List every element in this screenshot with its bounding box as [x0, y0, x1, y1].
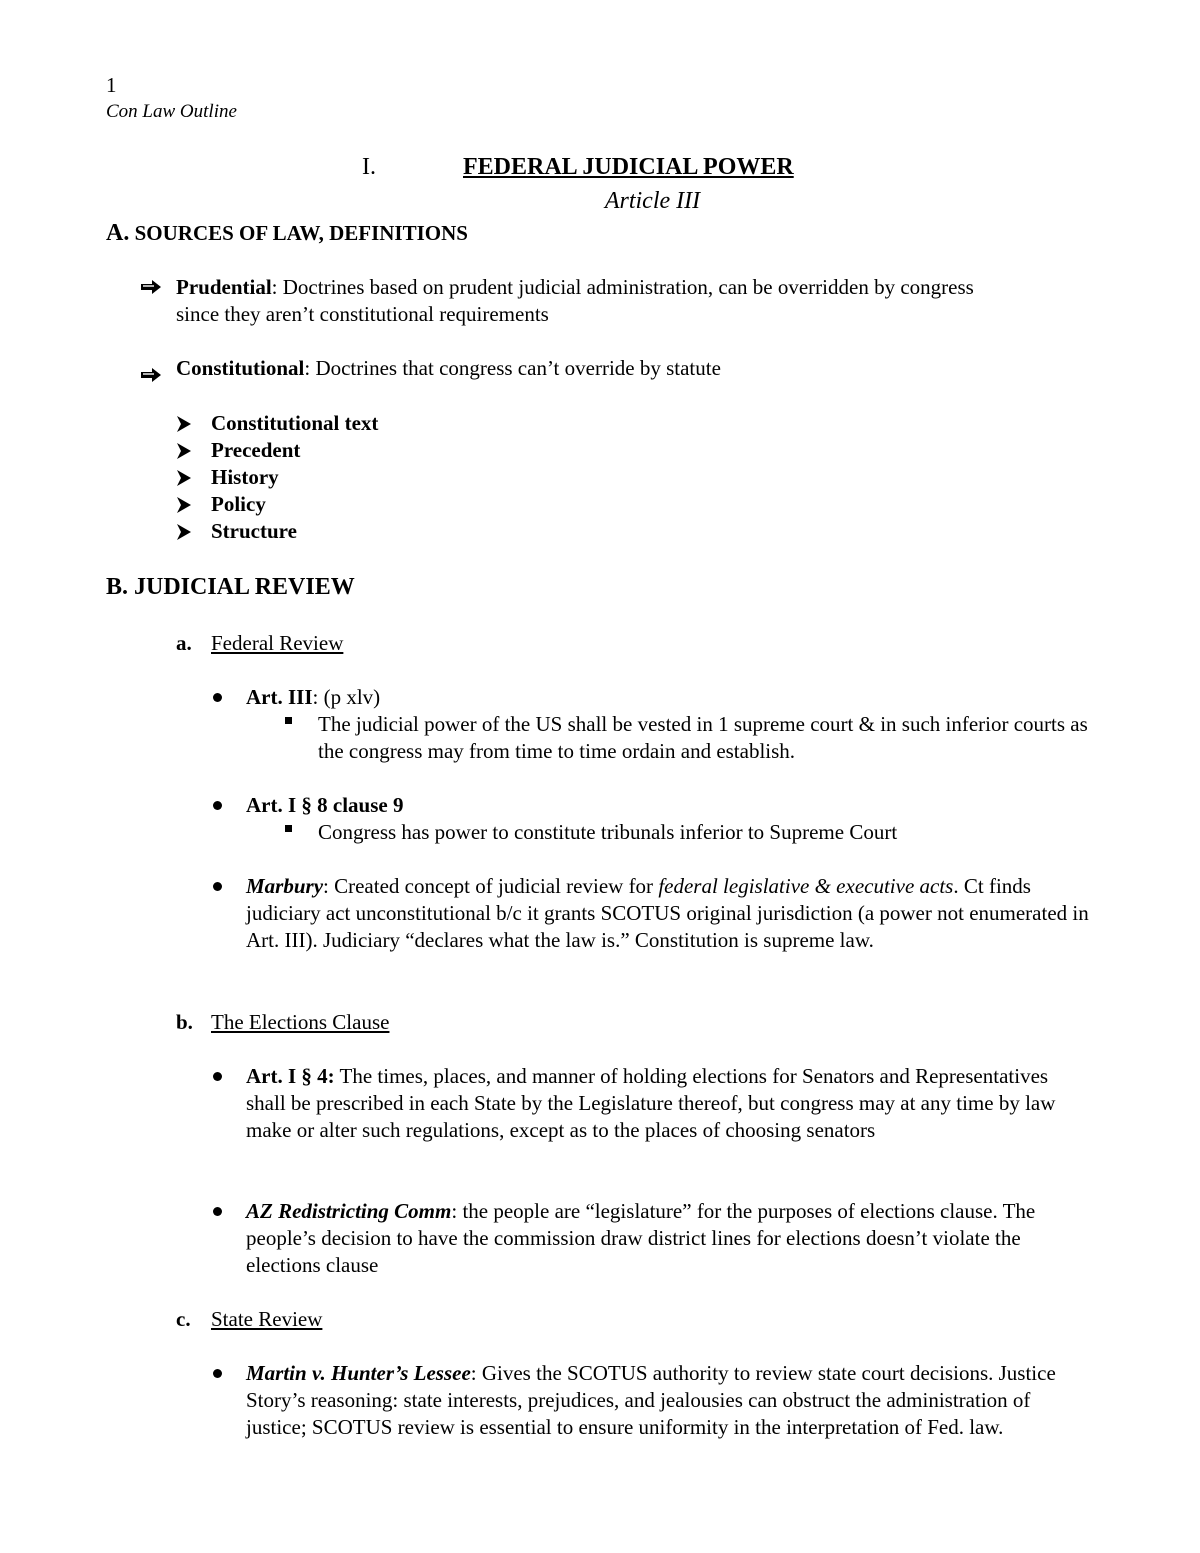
square-bullet-icon	[285, 717, 292, 724]
martin-term: Martin v. Hunter’s Lessee	[246, 1361, 471, 1385]
marbury-italic-text: federal legislative & executive acts	[658, 874, 954, 898]
source-item: Structure	[211, 519, 297, 543]
chevron-right-icon	[176, 415, 192, 433]
bullet-icon	[213, 801, 222, 810]
art1-s4-item	[246, 1063, 1091, 1144]
source-item: History	[211, 465, 279, 489]
part-b-heading: B. JUDICIAL REVIEW	[106, 574, 355, 600]
marbury-term: Marbury	[246, 874, 324, 898]
source-item: Policy	[211, 492, 266, 516]
bullet-icon	[213, 1207, 222, 1216]
section-subtitle: Article III	[604, 188, 701, 214]
subsection-title-elections-clause: The Elections Clause	[211, 1010, 390, 1034]
az-text: : the people are “legislature” for the purposes of elections clause. The people’s decision to have the commission draw district lines for elections doesn’t violate the elections clause	[246, 1199, 1036, 1277]
martin-item	[246, 1360, 1094, 1441]
subsection-title-federal-review: Federal Review	[211, 631, 344, 655]
az-item	[246, 1198, 1096, 1279]
arrow-right-icon	[140, 274, 162, 301]
part-a-title: SOURCES OF LAW, DEFINITIONS	[134, 221, 468, 245]
subsection-label: b.	[176, 1010, 193, 1034]
chevron-right-icon	[176, 496, 192, 514]
art1-s4-text: The times, places, and manner of holding elections for Senators and Representatives shall be prescribed in each State by the Legislature thereof, but congress may at any time by law make or alter such regulations, except as to the places of choosing senators	[246, 1064, 1056, 1142]
art3-sub-text: The judicial power of the US shall be vested in 1 supreme court & in such inferior courts as the congress may from time to time ordain and establish.	[318, 712, 1088, 763]
art1-s8-term: Art. I § 8 clause 9	[246, 793, 404, 817]
chevron-right-icon	[176, 523, 192, 541]
subsection-title-state-review: State Review	[211, 1307, 323, 1331]
martin-text: : Gives the SCOTUS authority to review state court decisions. Justice Story’s reasoning: state interests, prejudices, and jealousies can obstruct the administration of justice; SCOTUS review is essential to ensure uniformity in the interpretation of Fed. law.	[246, 1361, 1056, 1439]
constitutional-text: : Doctrines that congress can’t override by statute	[304, 356, 721, 380]
arrow-right-icon	[140, 362, 162, 389]
constitutional-item	[176, 355, 1106, 382]
page-number: 1	[106, 73, 117, 97]
section-title: FEDERAL JUDICIAL POWER	[463, 154, 794, 180]
bullet-icon	[213, 693, 222, 702]
section-numeral: I.	[362, 154, 376, 180]
square-bullet-icon	[285, 825, 292, 832]
marbury-text-cont: . Ct finds judiciary act unconstitutional b/c it grants SCOTUS original jurisdiction (a power not enumerated in Art. III). Judiciary “declares what the law is.” Constitution is supreme law.	[246, 874, 1089, 952]
bullet-icon	[213, 1369, 222, 1378]
chevron-right-icon	[176, 469, 192, 487]
art3-item	[246, 684, 1096, 711]
source-item: Constitutional text	[211, 411, 379, 435]
art3-text: : (p xlv)	[312, 685, 381, 709]
constitutional-term: Constitutional	[176, 356, 305, 380]
az-term: AZ Redistricting Comm	[246, 1199, 452, 1223]
bullet-icon	[213, 1072, 222, 1081]
subsection-label: c.	[176, 1307, 191, 1331]
prudential-term: Prudential	[176, 275, 272, 299]
prudential-item	[176, 274, 1106, 328]
source-item: Precedent	[211, 438, 301, 462]
prudential-text-cont: since they aren’t constitutional requirements	[176, 302, 549, 326]
art1-s8-sub-text: Congress has power to constitute tribunals inferior to Supreme Court	[318, 820, 898, 844]
marbury-text: : Created concept of judicial review for	[323, 874, 659, 898]
art1-s4-term: Art. I § 4:	[246, 1064, 335, 1088]
marbury-item	[246, 873, 1091, 954]
chevron-right-icon	[176, 442, 192, 460]
subsection-label: a.	[176, 631, 192, 655]
part-a-letter: A.	[106, 220, 130, 246]
bullet-icon	[213, 882, 222, 891]
header-title: Con Law Outline	[106, 101, 237, 122]
prudential-text: : Doctrines based on prudent judicial administration, can be overridden by congress	[271, 275, 974, 299]
part-a-heading	[106, 220, 468, 247]
art3-term: Art. III	[246, 685, 313, 709]
